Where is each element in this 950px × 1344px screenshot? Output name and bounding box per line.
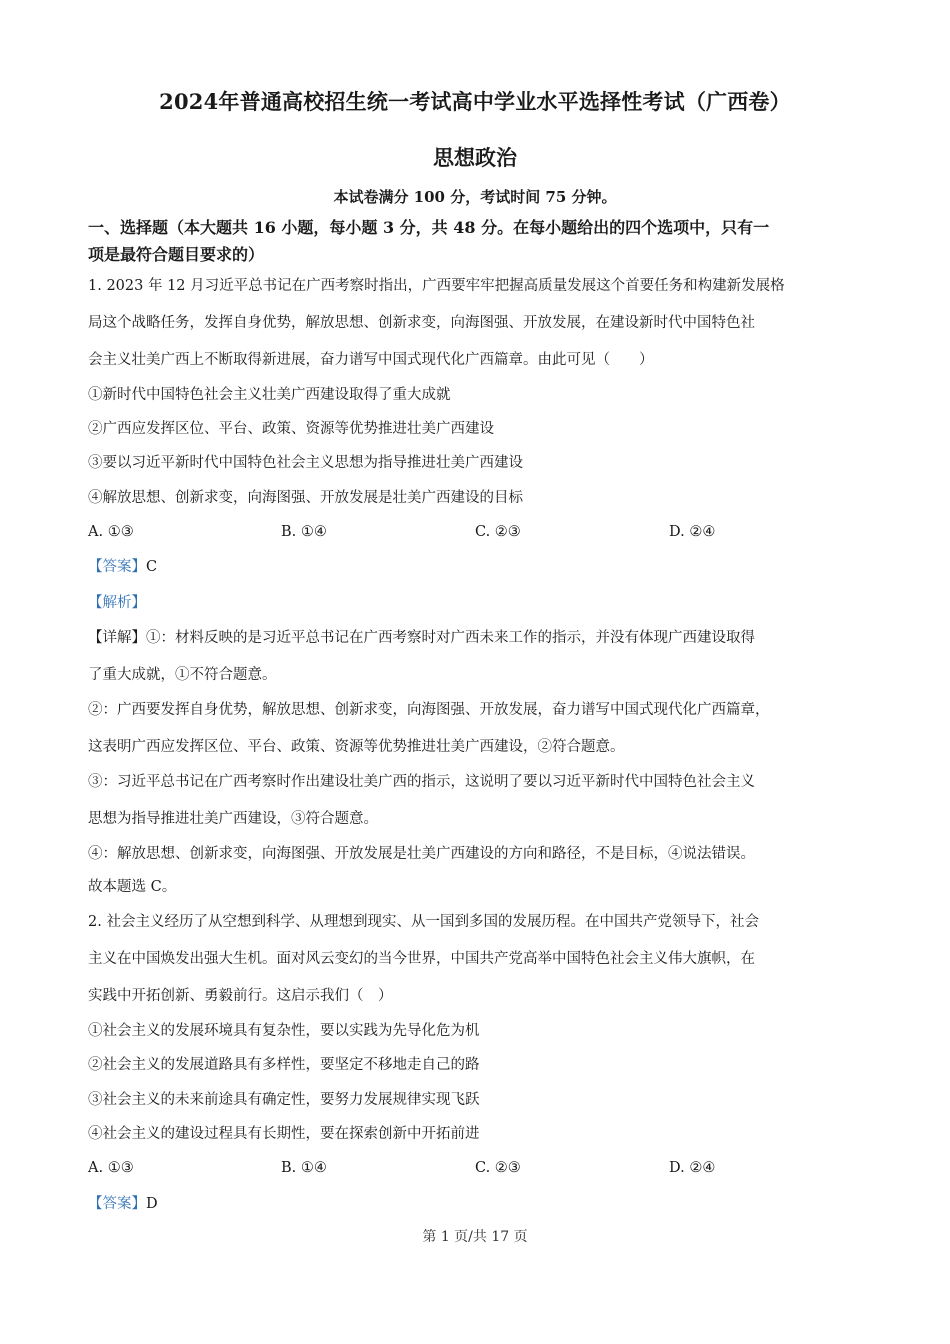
exam-info: 本试卷满分 100 分，考试时间 75 分钟。 — [333, 188, 617, 206]
option-b: B. ①④ — [281, 524, 327, 540]
analysis-tag: 【解析】 — [88, 595, 146, 611]
detail-line: 思想为指导推进壮美广西建设，③符合题意。 — [88, 811, 378, 827]
statement-3: ③社会主义的未来前途具有确定性，要努力发展规律实现飞跃 — [88, 1092, 480, 1108]
option-d: D. ②④ — [669, 524, 716, 540]
section-heading-line: 一、选择题（本大题共 16 小题，每小题 3 分，共 48 分。在每小题给出的四个选项中，只有一 — [88, 218, 770, 237]
page-indicator: 第 1 页/共 17 页 — [422, 1229, 528, 1245]
question-stem-line: 主义在中国焕发出强大生机。面对风云变幻的当今世界，中国共产党高举中国特色社会主义伟大旗帜，在 — [88, 951, 755, 967]
answer-tag: 【答案】 — [88, 559, 146, 575]
section-heading — [88, 214, 868, 268]
detail-line — [88, 628, 878, 648]
detail-tag: 【详解】 — [88, 630, 146, 646]
detail-line: ③：习近平总书记在广西考察时作出建设壮美广西的指示，这说明了要以习近平新时代中国特色社会主义 — [88, 774, 755, 790]
question-stem-line: 会主义壮美广西上不断取得新进展，奋力谱写中国式现代化广西篇章。由此可见（ ） — [88, 352, 654, 368]
statement-4: ④解放思想、创新求变，向海图强、开放发展是壮美广西建设的目标 — [88, 490, 523, 506]
question-stem-line: 1. 2023 年 12 月习近平总书记在广西考察时指出，广西要牢牢把握高质量发展这个首要任务和构建新发展格 — [88, 278, 785, 294]
statement-4: ④社会主义的建设过程具有长期性，要在探索创新中开拓前进 — [88, 1126, 480, 1142]
statement-1: ①社会主义的发展环境具有复杂性，要以实践为先导化危为机 — [88, 1023, 480, 1039]
answer-value: D — [146, 1196, 158, 1212]
section-heading-line: 项是最符合题目要求的） — [88, 245, 265, 264]
detail-text: ①：材料反映的是习近平总书记在广西考察时对广西未来工作的指示，并没有体现广西建设取得 — [146, 630, 755, 646]
option-b: B. ①④ — [281, 1160, 327, 1176]
conclusion-line: 故本题选 C。 — [88, 879, 177, 895]
option-a: A. ①③ — [88, 1160, 134, 1176]
statement-3: ③要以习近平新时代中国特色社会主义思想为指导推进壮美广西建设 — [88, 455, 523, 471]
question-stem-line: 实践中开拓创新、勇毅前行。这启示我们（ ） — [88, 988, 393, 1004]
question-stem-line: 局这个战略任务，发挥自身优势，解放思想、创新求变，向海图强、开放发展，在建设新时代中国特色社 — [88, 315, 755, 331]
statement-2: ②广西应发挥区位、平台、政策、资源等优势推进壮美广西建设 — [88, 421, 494, 437]
exam-title: 2024年普通高校招生统一考试高中学业水平选择性考试（广西卷） — [159, 89, 791, 114]
statement-2: ②社会主义的发展道路具有多样性，要坚定不移地走自己的路 — [88, 1057, 480, 1073]
answer-value: C — [146, 559, 158, 575]
option-c: C. ②③ — [475, 1160, 521, 1176]
option-c: C. ②③ — [475, 524, 521, 540]
detail-line: 这表明广西应发挥区位、平台、政策、资源等优势推进壮美广西建设，②符合题意。 — [88, 739, 625, 755]
detail-line: ④：解放思想、创新求变，向海图强、开放发展是壮美广西建设的方向和路径，不是目标，④说法错误。 — [88, 846, 755, 862]
option-a: A. ①③ — [88, 524, 134, 540]
answer-line — [88, 1194, 878, 1214]
option-d: D. ②④ — [669, 1160, 716, 1176]
analysis-line — [88, 593, 878, 613]
subject-title: 思想政治 — [433, 145, 517, 170]
detail-line: 了重大成就，①不符合题意。 — [88, 667, 277, 683]
answer-line — [88, 557, 878, 577]
answer-tag: 【答案】 — [88, 1196, 146, 1212]
question-stem-line: 2. 社会主义经历了从空想到科学、从理想到现实、从一国到多国的发展历程。在中国共产党领导下，社会 — [88, 914, 759, 930]
statement-1: ①新时代中国特色社会主义壮美广西建设取得了重大成就 — [88, 387, 451, 403]
detail-line: ②：广西要发挥自身优势，解放思想、创新求变，向海图强、开放发展，奋力谱写中国式现代化广西篇章， — [88, 702, 770, 718]
